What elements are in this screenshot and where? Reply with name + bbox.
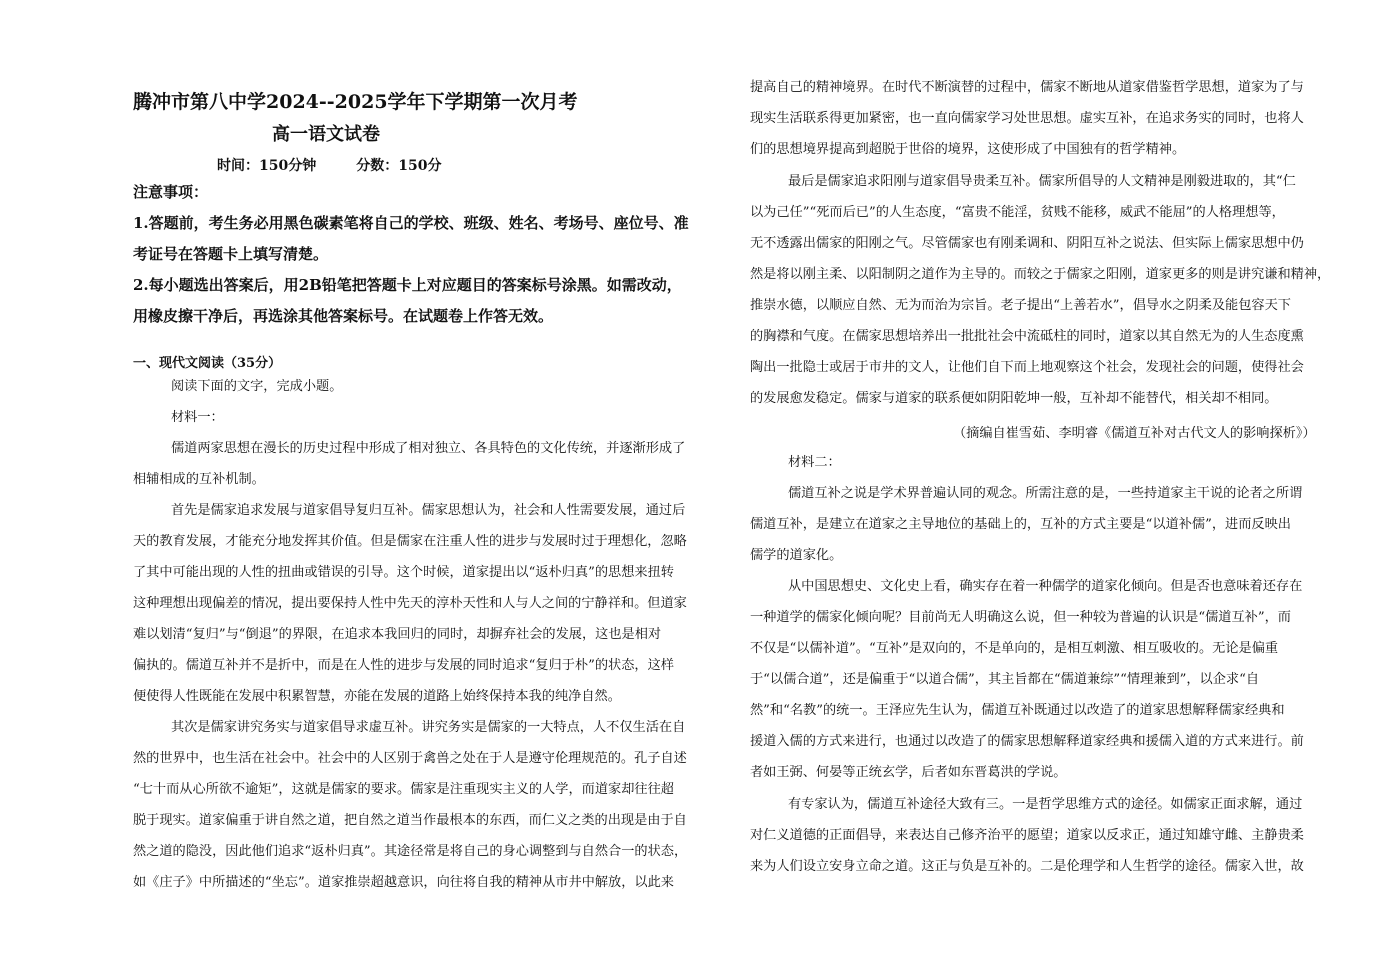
paragraph-line: 便使得人性既能在发展中积累智慧，亦能在发展的道路上始终保持本我的纯净自然。: [133, 689, 621, 704]
paragraph-line: 其次是儒家讲究务实与道家倡导求虚互补。讲究务实是儒家的一大特点，人不仅生活在自: [171, 720, 686, 735]
paragraph-line: 偏执的。儒道互补并不是折中，而是在人性的进步与发展的同时追求“复归于朴”的状态，这样: [133, 658, 674, 673]
paragraph-line: 然的世界中，也生活在社会中。社会中的人区别于禽兽之处在于人是遵守伦理规范的。孔子自述: [133, 751, 687, 766]
exam-subtitle: 高一语文试卷: [272, 124, 380, 145]
paragraph-line: 的发展愈发稳定。儒家与道家的联系便如阴阳乾坤一般，互补却不能替代，相关却不相同。: [750, 391, 1278, 406]
paragraph-line: 儒道两家思想在漫长的历史过程中形成了相对独立、各具特色的文化传统，并逐渐形成了: [171, 441, 686, 456]
paragraph-line: 现实生活联系得更加紧密，也一直向儒家学习处世思想。虚实互补，在追求务实的同时，也将人: [750, 111, 1304, 126]
paragraph-line: 然是将以刚主柔、以阳制阴之道作为主导的。而较之于儒家之阳刚，道家更多的则是讲究谦和精神，: [750, 267, 1331, 282]
paragraph-line: 儒学的道家化。: [750, 548, 843, 563]
material2-label: 材料二：: [788, 455, 841, 470]
paragraph-line: 从中国思想史、文化史上看，确实存在着一种儒学的道家化倾向。但是否也意味着还存在: [788, 579, 1303, 594]
paragraph-line: 一种道学的儒家化倾向呢？目前尚无人明确这么说，但一种较为普遍的认识是“儒道互补”，而: [750, 610, 1291, 625]
paragraph-line: 儒道互补之说是学术界普遍认同的观念。所需注意的是，一些持道家主干说的论者之所谓: [788, 486, 1303, 501]
paragraph-line: 了其中可能出现的人性的扭曲或错误的引导。这个时候，道家提出以“返朴归真”的思想来扭转: [133, 565, 674, 580]
paragraph-line: 然”和“名教”的统一。王泽应先生认为，儒道互补既通过以改造了的道家思想解释儒家经典和: [750, 703, 1285, 718]
paragraph-line: 这种理想出现偏差的情况，提出要保持人性中先天的淳朴天性和人与人之间的宁静祥和。但道家: [133, 596, 687, 611]
paragraph-line: 儒道互补，是建立在道家之主导地位的基础上的，互补的方式主要是“以道补儒”，进而反映出: [750, 517, 1291, 532]
paragraph-line: 的胸襟和气度。在儒家思想培养出一批批社会中流砥柱的同时，道家以其自然无为的人生态度熏: [750, 329, 1304, 344]
paragraph-line: 援道入儒的方式来进行，也通过以改造了的儒家思想解释道家经典和援儒入道的方式来进行。前: [750, 734, 1304, 749]
paragraph-line: 相辅相成的互补机制。: [133, 472, 265, 487]
source-citation: （摘编自崔雪茹、李明睿《儒道互补对古代文人的影响探析》）: [953, 426, 1316, 441]
material1-label: 材料一：: [171, 410, 224, 425]
paragraph-line: 以为己任”“死而后已”的人生态度，“富贵不能淫，贫贱不能移，威武不能屈”的人格理想等，: [750, 205, 1285, 220]
notice-item2-line2: 用橡皮擦干净后，再选涂其他答案标号。在试题卷上作答无效。: [133, 307, 554, 325]
paragraph-line: 推崇水德，以顺应自然、无为而治为宗旨。老子提出“上善若水”，倡导水之阴柔及能包容天下: [750, 298, 1291, 313]
paragraph-line: 对仁义道德的正面倡导，来表达自己修齐治平的愿望；道家以反求正，通过知雄守雌、主静贵柔: [750, 828, 1304, 843]
paragraph-line: 来为人们设立安身立命之道。这正与负是互补的。二是伦理学和人生哲学的途径。儒家入世，故: [750, 859, 1304, 874]
paragraph-line: 首先是儒家追求发展与道家倡导复归互补。儒家思想认为，社会和人性需要发展，通过后: [171, 503, 686, 518]
notice-item1-line1: 1.答题前，考生务必用黑色碳素笔将自己的学校、班级、姓名、考场号、座位号、准: [133, 214, 689, 232]
paragraph-line: 难以划清“复归”与“倒退”的界限，在追求本我回归的同时，却摒弃社会的发展，这也是相对: [133, 627, 662, 642]
exam-title: 腾冲市第八中学2024--2025学年下学期第一次月考: [133, 91, 578, 113]
section1-heading: 一、现代文阅读（35分）: [133, 356, 282, 371]
notice-item2-line1: 2.每小题选出答案后，用2B铅笔把答题卡上对应题目的答案标号涂黑。如需改动，: [133, 276, 682, 294]
paragraph-line: 然之道的隐没，因此他们追求“返朴归真”。其途径常是将自己的身心调整到与自然合一的状态，: [133, 844, 688, 859]
notice-item1-line2: 考证号在答题卡上填写清楚。: [133, 245, 329, 263]
exam-time: [217, 155, 441, 175]
section1-instruction: 阅读下面的文字，完成小题。: [171, 379, 343, 394]
paragraph-line: 不仅是“以儒补道”。“互补”是双向的，不是单向的，是相互刺激、相互吸收的。无论是偏重: [750, 641, 1279, 656]
paragraph-line: 提高自己的精神境界。在时代不断演替的过程中，儒家不断地从道家借鉴哲学思想，道家为了与: [750, 80, 1304, 95]
score-label: 分数：150分: [356, 158, 442, 174]
time-label: 时间：150分钟: [217, 158, 317, 174]
paragraph-line: 脱于现实。道家偏重于讲自然之道，把自然之道当作最根本的东西，而仁义之类的出现是由于自: [133, 813, 687, 828]
paragraph-line: 天的教育发展，才能充分地发挥其价值。但是儒家在注重人性的进步与发展时过于理想化，忽略: [133, 534, 687, 549]
paragraph-line: 最后是儒家追求阳刚与道家倡导贵柔互补。儒家所倡导的人文精神是刚毅进取的，其“仁: [788, 174, 1296, 189]
paragraph-line: 无不透露出儒家的阳刚之气。尽管儒家也有刚柔调和、阴阳互补之说法、但实际上儒家思想中仍: [750, 236, 1304, 251]
notice-heading: 注意事项：: [133, 183, 209, 201]
paragraph-line: 于“以儒合道”，还是偏重于“以道合儒”，其主旨都在“儒道兼综”“情理兼到”，以企求“自: [750, 672, 1260, 687]
paragraph-line: 陶出一批隐士或居于市井的文人，让他们自下而上地观察这个社会，发现社会的问题，使得社会: [750, 360, 1304, 375]
paragraph-line: 们的思想境界提高到超脱于世俗的境界，这使形成了中国独有的哲学精神。: [750, 142, 1186, 157]
paragraph-line: 者如王弼、何晏等正统玄学，后者如东晋葛洪的学说。: [750, 765, 1067, 780]
paragraph-line: 如《庄子》中所描述的“坐忘”。道家推崇超越意识，向往将自我的精神从市井中解放，以此来: [133, 875, 674, 890]
paragraph-line: 有专家认为，儒道互补途径大致有三。一是哲学思维方式的途径。如儒家正面求解，通过: [788, 797, 1303, 812]
paragraph-line: “七十而从心所欲不逾矩”，这就是儒家的要求。儒家是注重现实主义的人学，而道家却往往超: [133, 782, 674, 797]
